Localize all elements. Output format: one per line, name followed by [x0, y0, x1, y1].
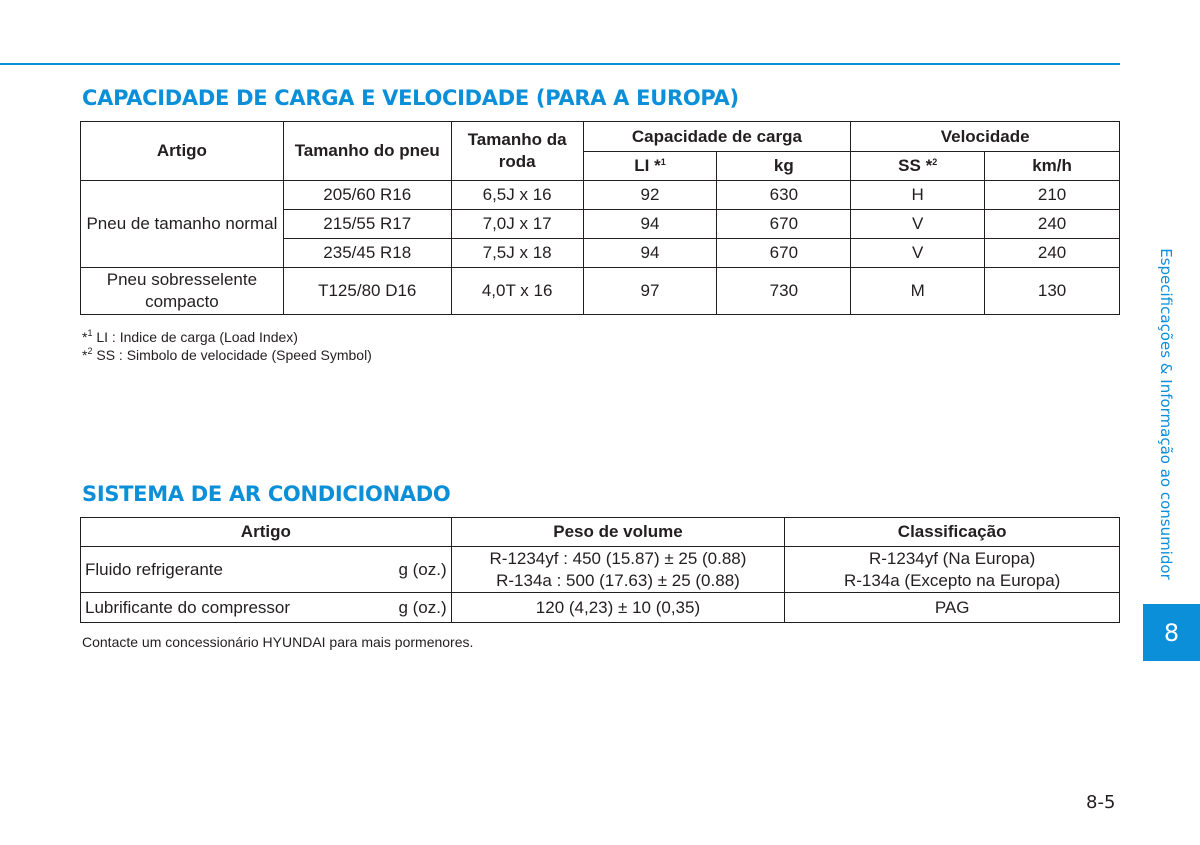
footnote-sup: 1: [87, 328, 93, 338]
classification-line: PAG: [934, 597, 970, 617]
volume-line: 120 (4,23) ± 10 (0,35): [535, 597, 701, 617]
table-row: [81, 268, 1120, 315]
item-unit: g (oz.): [398, 597, 447, 617]
header-li-label: LI *: [634, 156, 661, 175]
footnote-li: [82, 328, 372, 346]
header-item: Artigo: [81, 518, 452, 547]
group-compact-spare: Pneu sobresselente compacto: [81, 268, 284, 315]
chapter-side-tab: [1157, 232, 1175, 596]
cell-kg: 670: [717, 239, 851, 268]
item-name: Fluido refrigerante: [85, 559, 223, 579]
footnote-ss: [82, 346, 372, 364]
cell-li: 92: [583, 181, 717, 210]
header-wheel-size: Tamanho da roda: [451, 122, 583, 181]
header-ss: [851, 152, 985, 181]
top-rule: [0, 63, 1120, 65]
cell-volume: [451, 547, 785, 593]
header-kg: kg: [717, 152, 851, 181]
cell-tire: 215/55 R17: [283, 210, 451, 239]
cell-ss: V: [851, 210, 985, 239]
air-conditioning-table: [80, 517, 1120, 623]
header-load-capacity: Capacidade de carga: [583, 122, 851, 152]
cell-ss: H: [851, 181, 985, 210]
dealer-note: Contacte um concessionário HYUNDAI para mais pormenores.: [82, 634, 474, 650]
cell-kmh: 210: [985, 181, 1120, 210]
load-speed-table: [80, 121, 1120, 315]
header-li-sup: 1: [660, 157, 666, 167]
cell-kmh: 240: [985, 210, 1120, 239]
classification-line: R-134a (Excepto na Europa): [843, 570, 1061, 590]
table-row: [81, 547, 1120, 593]
table-row: [81, 593, 1120, 623]
volume-line: R-1234yf : 450 (15.87) ± 25 (0.88): [489, 548, 747, 568]
header-kmh: km/h: [985, 152, 1120, 181]
chapter-number-box: 8: [1143, 604, 1200, 661]
cell-li: 94: [583, 239, 717, 268]
cell-wheel: 4,0T x 16: [451, 268, 583, 315]
cell-kg: 630: [717, 181, 851, 210]
cell-classification: [785, 547, 1120, 593]
cell-li: 97: [583, 268, 717, 315]
cell-tire: 235/45 R18: [283, 239, 451, 268]
cell-volume: [451, 593, 785, 623]
header-volume-weight: Peso de volume: [451, 518, 785, 547]
cell-wheel: 6,5J x 16: [451, 181, 583, 210]
cell-tire: T125/80 D16: [283, 268, 451, 315]
item-unit: g (oz.): [398, 559, 447, 579]
header-speed: Velocidade: [851, 122, 1120, 152]
cell-kmh: 130: [985, 268, 1120, 315]
air-conditioning-title: SISTEMA DE AR CONDICIONADO: [82, 482, 451, 506]
cell-item: [81, 547, 452, 593]
footnote-text: SS : Simbolo de velocidade (Speed Symbol): [92, 347, 372, 363]
table-header-row: [81, 122, 1120, 152]
cell-classification: [785, 593, 1120, 623]
header-tire-size: Tamanho do pneu: [283, 122, 451, 181]
page-number: 8-5: [1086, 792, 1116, 813]
cell-kmh: 240: [985, 239, 1120, 268]
table-header-row: [81, 518, 1120, 547]
chapter-side-label: Especificações & Informação ao consumidor: [1157, 248, 1175, 580]
table-row: [81, 181, 1120, 210]
header-item: Artigo: [81, 122, 284, 181]
cell-ss: M: [851, 268, 985, 315]
header-classification: Classificação: [785, 518, 1120, 547]
load-speed-title: CAPACIDADE DE CARGA E VELOCIDADE (PARA A EUROPA): [82, 86, 739, 110]
group-normal-tire: Pneu de tamanho normal: [81, 181, 284, 268]
footnote-mark: *: [82, 329, 88, 345]
footnote-mark: *: [82, 347, 88, 363]
header-ss-label: SS *: [898, 156, 933, 175]
cell-ss: V: [851, 239, 985, 268]
cell-item: [81, 593, 452, 623]
header-ss-sup: 2: [932, 157, 938, 167]
cell-wheel: 7,0J x 17: [451, 210, 583, 239]
cell-kg: 730: [717, 268, 851, 315]
header-li: [583, 152, 717, 181]
cell-wheel: 7,5J x 18: [451, 239, 583, 268]
item-name: Lubrificante do compressor: [85, 597, 291, 617]
cell-tire: 205/60 R16: [283, 181, 451, 210]
classification-line: R-1234yf (Na Europa): [868, 548, 1036, 568]
volume-line: R-134a : 500 (17.63) ± 25 (0.88): [496, 570, 740, 590]
cell-kg: 670: [717, 210, 851, 239]
footnote-text: LI : Indice de carga (Load Index): [92, 329, 298, 345]
footnote-sup: 2: [87, 346, 93, 356]
cell-li: 94: [583, 210, 717, 239]
footnotes: [82, 328, 372, 364]
